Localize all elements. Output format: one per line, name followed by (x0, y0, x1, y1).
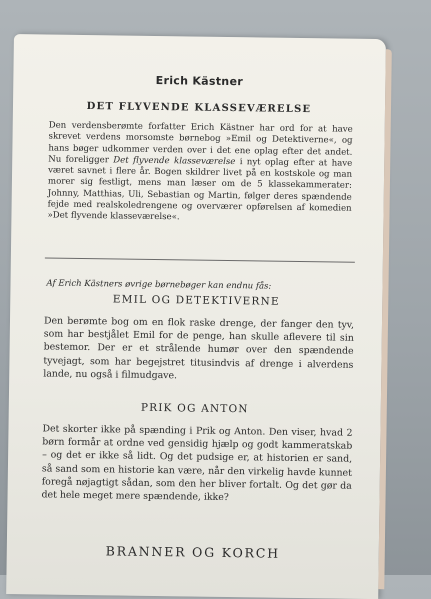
blurb-title-italic: Det flyvende klasseværelse (113, 155, 236, 167)
book-back-cover (6, 34, 386, 599)
other-books-intro: Af Erich Kästners øvrige børnebøger kan endnu fås: (46, 278, 272, 292)
other-book-title-prik: PRIK OG ANTON (140, 401, 249, 416)
author-name: Erich Kästner (155, 73, 244, 89)
divider-line (45, 257, 355, 262)
blurb-text-2: i nyt oplag efter at have været savnet i flere år. Bogen skildrer livet på en kostskole og man morer sig festligt, mens man læser om de 5 klassekammerater: Johnny, Matthias, Uli, Sebastian og Martin, følger deres spændende fejde med realskoledrengene og overværer opførelsen af komedien »Det flyvende klasseværelse«. (47, 156, 353, 223)
publisher-name: BRANNER OG KORCH (105, 543, 280, 561)
other-book-description-prik: Det skorter ikke på spænding i Prik og Anton. Den viser, hvad 2 børn formår at ordne ved gensidig hjælp og godt kammeratskab – og det er ikke så lidt. Og det pudsige er, at historien er sand, så sand som en historie kan være, når den virkelig havde kunnet foregå nøjagtigt sådan, som den her bliver fortalt. Og det gør da det hele meget mere spændende, ikke? (41, 423, 353, 504)
other-book-description-emil: Den berømte bog om en flok raske drenge, der fanger den tyv, som har bestjålet Emil for de penge, han skulle aflevere til sin bestemor. Der er et strålende humør over den spændende tyvejagt, som har begejstret titusindvis af drenge i alverdens lande, nu også i filmudgave. (43, 315, 355, 382)
book-blurb (47, 120, 352, 226)
book-title: DET FLYVENDE KLASSEVÆRELSE (86, 101, 312, 116)
page-edge (378, 49, 392, 589)
blurb-text-1: Den verdensberømte forfatter Erich Kästner har ord for at have skrevet verdens morsomste børnebog »Emil og Detektiverne«, og hans bøger udkommer verden over i det ene oplag efter det andet. Nu foreligger (48, 120, 353, 166)
other-book-title-emil: EMIL OG DETEKTIVERNE (112, 293, 280, 308)
